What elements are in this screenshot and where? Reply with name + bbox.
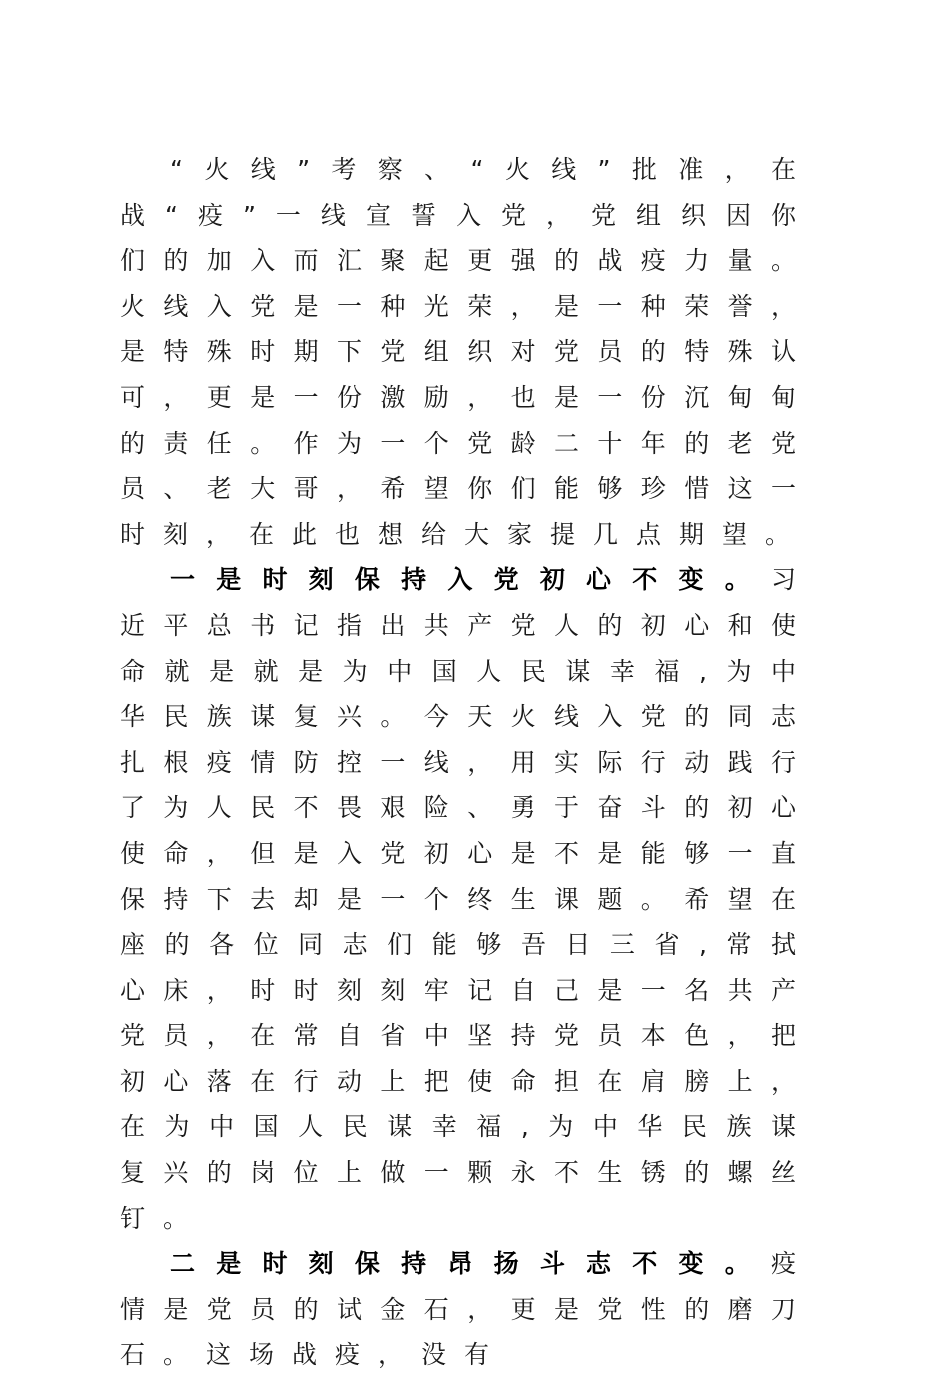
paragraph-text: 疫情是党员的试金石，更是党性的磨刀石。这场战疫，没有	[120, 1249, 814, 1370]
document-body	[120, 147, 814, 1378]
paragraph-point-one	[120, 557, 814, 1241]
paragraph-text: 习近平总书记指出共产党人的初心和使命就是就是为中国人民谋幸福,为中华民族谋复兴。今天火线入党的同志扎根疫情防控一线，用实际行动践行了为人民不畏艰险、勇于奋斗的初心使命，但是入党初心是不是能够一直保持下去却是一个终生课题。希望在座的各位同志们能够吾日三省,常拭心床，时时刻刻牢记自己是一名共产党员，在常自省中坚持党员本色，把初心落在行动上把使命担在肩膀上，在为中国人民谋幸福,为中华民族谋复兴的岗位上做一颗永不生锈的螺丝钉。	[120, 565, 814, 1233]
paragraph-heading: 二是时刻保持昂扬斗志不变。	[170, 1249, 771, 1279]
paragraph-intro	[120, 147, 814, 557]
paragraph-point-two	[120, 1241, 814, 1378]
paragraph-text: “火线”考察、“火线”批准，在战“疫”一线宣誓入党，党组织因你们的加入而汇聚起更强的战疫力量。火线入党是一种光荣，是一种荣誉，是特殊时期下党组织对党员的特殊认可，更是一份激励，也是一份沉甸甸的责任。作为一个党龄二十年的老党员、老大哥，希望你们能够珍惜这一时刻，在此也想给大家提几点期望。	[120, 155, 814, 549]
paragraph-heading: 一是时刻保持入党初心不变。	[170, 565, 771, 595]
